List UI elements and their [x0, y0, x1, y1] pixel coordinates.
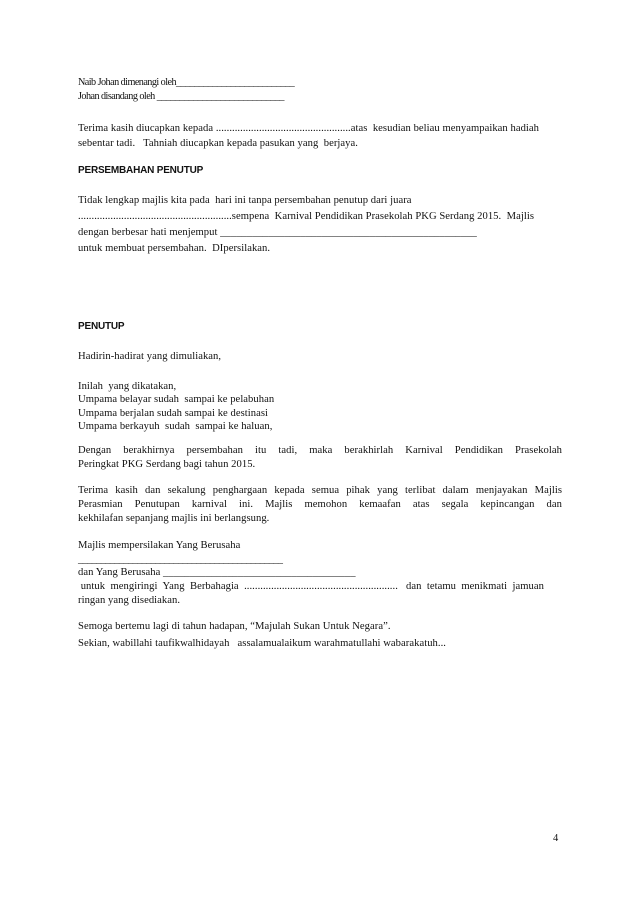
majlis-line-5: ringan yang disediakan.	[78, 595, 181, 606]
majlis-line-3: dan Yang Berusaha ____________________________________	[78, 567, 356, 578]
heading-persembahan-penutup: PERSEMBAHAN PENUTUP	[78, 165, 204, 176]
dengan-line-1: Dengan berakhirnya persembahan itu tadi, maka berakhirlah Karnival Pendidikan Prasekolah	[78, 445, 562, 456]
persembahan-line-4: untuk membuat persembahan. DIpersilakan.	[78, 243, 271, 254]
page-number: 4	[553, 833, 559, 844]
pantun-line-4: Umpama berkayuh sudah sampai ke haluan,	[78, 421, 273, 432]
persembahan-line-2: .........................................................sempena Karnival Pendidikan Prasekolah PKG Serdang 2015. Majlis	[78, 211, 534, 222]
majlis-line-1: Majlis mempersilakan Yang Berusaha	[78, 540, 241, 551]
heading-penutup: PENUTUP	[78, 321, 125, 332]
hadirin-line: Hadirin-hadirat yang dimuliakan,	[78, 351, 222, 362]
majlis-line-4: untuk mengiringi Yang Berbahagia ......................................................... dan tetamu menikmati jamuan	[78, 581, 544, 592]
terima-line-2: Perasmian Penutupan karnival ini. Majlis memohon kemaafan atas segala kepincangan dan	[78, 499, 562, 510]
thanks-line-1: Terima kasih diucapkan kepada ..................................................atas kesudian beliau menyampaikan hadiah	[78, 123, 540, 134]
persembahan-line-1: Tidak lengkap majlis kita pada hari ini tanpa persembahan penutup dari juara	[78, 195, 412, 206]
terima-line-3: kekhilafan sepanjang majlis ini berlangsung.	[78, 513, 270, 524]
pantun-line-1: Inilah yang dikatakan,	[78, 381, 177, 392]
dengan-line-2: Peringkat PKG Serdang bagi tahun 2015.	[78, 459, 256, 470]
naib-johan-line: Naib Johan dimenangi oleh__________________________	[78, 77, 295, 88]
pantun-line-2: Umpama belayar sudah sampai ke pelabuhan	[78, 394, 275, 405]
semoga-line: Semoga bertemu lagi di tahun hadapan, “Majulah Sukan Untuk Negara”.	[78, 621, 391, 632]
thanks-line-2: sebentar tadi. Tahniah diucapkan kepada pasukan yang berjaya.	[78, 138, 358, 149]
majlis-line-2: _____________________________________________	[78, 554, 283, 565]
persembahan-line-3: dengan berbesar hati menjemput ________________________________________________	[78, 227, 477, 238]
johan-line: Johan disandang oleh ____________________________	[78, 91, 284, 102]
sekian-line: Sekian, wabillahi taufikwalhidayah assalamualaikum warahmatullahi wabarakatuh...	[78, 638, 446, 649]
pantun-line-3: Umpama berjalan sudah sampai ke destinasi	[78, 408, 269, 419]
terima-line-1: Terima kasih dan sekalung penghargaan kepada semua pihak yang terlibat dalam menjayakan Majlis	[78, 485, 562, 496]
